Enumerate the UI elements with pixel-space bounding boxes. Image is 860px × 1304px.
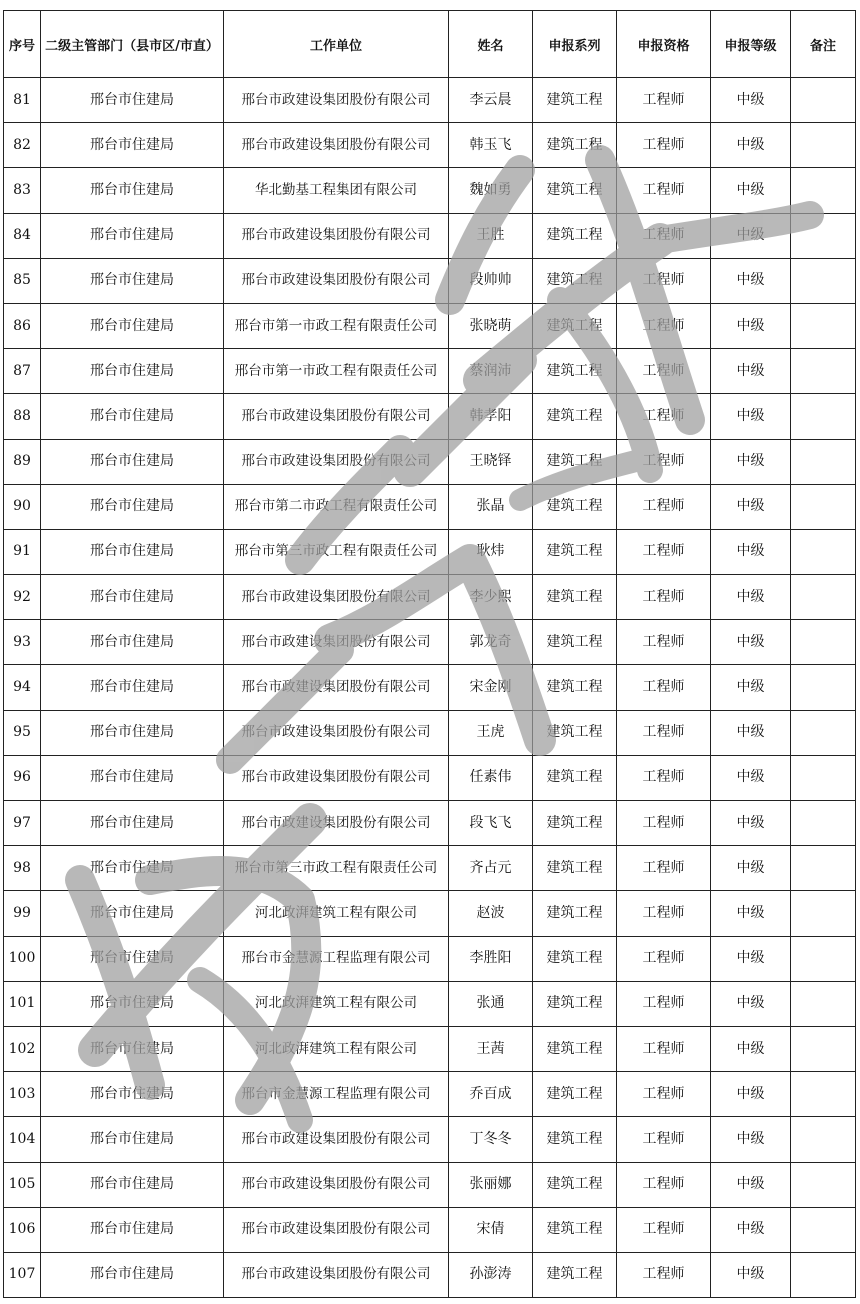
- cell-name: 赵波: [449, 891, 533, 936]
- cell-remarks: [791, 213, 856, 258]
- col-header-qualification: 申报资格: [617, 11, 711, 78]
- cell-remarks: [791, 303, 856, 348]
- cell-qualification: 工程师: [617, 936, 711, 981]
- cell-level: 中级: [711, 846, 791, 891]
- cell-series: 建筑工程: [533, 258, 617, 303]
- cell-series: 建筑工程: [533, 168, 617, 213]
- cell-qualification: 工程师: [617, 439, 711, 484]
- cell-index: 94: [4, 665, 41, 710]
- cell-index: 101: [4, 981, 41, 1026]
- col-header-department: 二级主管部门（县市区/市直）: [41, 11, 224, 78]
- cell-series: 建筑工程: [533, 891, 617, 936]
- cell-employer: 邢台市政建设集团股份有限公司: [224, 213, 449, 258]
- cell-name: 王虎: [449, 710, 533, 755]
- cell-level: 中级: [711, 575, 791, 620]
- table-row: [4, 1207, 856, 1252]
- cell-employer: 邢台市政建设集团股份有限公司: [224, 439, 449, 484]
- cell-index: 103: [4, 1072, 41, 1117]
- cell-employer: 河北政湃建筑工程有限公司: [224, 891, 449, 936]
- cell-department: 邢台市住建局: [41, 484, 224, 529]
- cell-index: 97: [4, 801, 41, 846]
- cell-level: 中级: [711, 258, 791, 303]
- cell-series: 建筑工程: [533, 755, 617, 800]
- table-row: [4, 1117, 856, 1162]
- cell-level: 中级: [711, 1207, 791, 1252]
- cell-department: 邢台市住建局: [41, 665, 224, 710]
- cell-remarks: [791, 78, 856, 123]
- cell-level: 中级: [711, 1117, 791, 1162]
- cell-department: 邢台市住建局: [41, 123, 224, 168]
- cell-department: 邢台市住建局: [41, 1252, 224, 1297]
- cell-series: 建筑工程: [533, 710, 617, 755]
- cell-qualification: 工程师: [617, 1162, 711, 1207]
- cell-index: 92: [4, 575, 41, 620]
- cell-index: 105: [4, 1162, 41, 1207]
- cell-qualification: 工程师: [617, 168, 711, 213]
- cell-remarks: [791, 575, 856, 620]
- cell-department: 邢台市住建局: [41, 710, 224, 755]
- cell-index: 88: [4, 394, 41, 439]
- cell-employer: 邢台市第三市政工程有限责任公司: [224, 529, 449, 574]
- cell-name: 郭龙奇: [449, 620, 533, 665]
- cell-index: 98: [4, 846, 41, 891]
- cell-employer: 邢台市政建设集团股份有限公司: [224, 1252, 449, 1297]
- cell-remarks: [791, 755, 856, 800]
- cell-employer: 河北政湃建筑工程有限公司: [224, 1026, 449, 1071]
- table-row: [4, 258, 856, 303]
- cell-qualification: 工程师: [617, 665, 711, 710]
- cell-department: 邢台市住建局: [41, 303, 224, 348]
- cell-series: 建筑工程: [533, 1252, 617, 1297]
- cell-remarks: [791, 710, 856, 755]
- cell-level: 中级: [711, 665, 791, 710]
- cell-department: 邢台市住建局: [41, 168, 224, 213]
- cell-employer: 邢台市政建设集团股份有限公司: [224, 394, 449, 439]
- cell-department: 邢台市住建局: [41, 891, 224, 936]
- cell-department: 邢台市住建局: [41, 213, 224, 258]
- cell-remarks: [791, 1026, 856, 1071]
- cell-remarks: [791, 936, 856, 981]
- cell-remarks: [791, 394, 856, 439]
- cell-index: 81: [4, 78, 41, 123]
- cell-series: 建筑工程: [533, 981, 617, 1026]
- cell-level: 中级: [711, 123, 791, 168]
- cell-qualification: 工程师: [617, 78, 711, 123]
- col-header-index: 序号: [4, 11, 41, 78]
- cell-employer: 邢台市金慧源工程监理有限公司: [224, 1072, 449, 1117]
- cell-level: 中级: [711, 484, 791, 529]
- cell-index: 106: [4, 1207, 41, 1252]
- cell-department: 邢台市住建局: [41, 1207, 224, 1252]
- cell-employer: 邢台市政建设集团股份有限公司: [224, 78, 449, 123]
- cell-level: 中级: [711, 801, 791, 846]
- cell-index: 96: [4, 755, 41, 800]
- cell-name: 蔡润沛: [449, 349, 533, 394]
- cell-qualification: 工程师: [617, 258, 711, 303]
- cell-remarks: [791, 620, 856, 665]
- cell-level: 中级: [711, 394, 791, 439]
- cell-employer: 邢台市政建设集团股份有限公司: [224, 801, 449, 846]
- cell-series: 建筑工程: [533, 213, 617, 258]
- cell-series: 建筑工程: [533, 620, 617, 665]
- cell-employer: 邢台市政建设集团股份有限公司: [224, 755, 449, 800]
- table-row: [4, 123, 856, 168]
- cell-remarks: [791, 801, 856, 846]
- cell-employer: 邢台市政建设集团股份有限公司: [224, 1162, 449, 1207]
- cell-qualification: 工程师: [617, 1026, 711, 1071]
- cell-level: 中级: [711, 1252, 791, 1297]
- cell-name: 宋金刚: [449, 665, 533, 710]
- cell-department: 邢台市住建局: [41, 394, 224, 439]
- cell-qualification: 工程师: [617, 123, 711, 168]
- cell-qualification: 工程师: [617, 981, 711, 1026]
- table-row: [4, 1162, 856, 1207]
- cell-index: 104: [4, 1117, 41, 1162]
- cell-employer: 邢台市第三市政工程有限责任公司: [224, 846, 449, 891]
- cell-index: 82: [4, 123, 41, 168]
- cell-department: 邢台市住建局: [41, 620, 224, 665]
- cell-index: 100: [4, 936, 41, 981]
- cell-department: 邢台市住建局: [41, 529, 224, 574]
- cell-department: 邢台市住建局: [41, 258, 224, 303]
- cell-qualification: 工程师: [617, 801, 711, 846]
- cell-name: 李云晨: [449, 78, 533, 123]
- cell-name: 张晶: [449, 484, 533, 529]
- table-row: [4, 78, 856, 123]
- cell-qualification: 工程师: [617, 394, 711, 439]
- table-row: [4, 801, 856, 846]
- cell-level: 中级: [711, 1162, 791, 1207]
- table-row: [4, 710, 856, 755]
- cell-series: 建筑工程: [533, 846, 617, 891]
- table-row: [4, 213, 856, 258]
- cell-qualification: 工程师: [617, 349, 711, 394]
- col-header-name: 姓名: [449, 11, 533, 78]
- cell-remarks: [791, 665, 856, 710]
- cell-qualification: 工程师: [617, 213, 711, 258]
- cell-name: 王茜: [449, 1026, 533, 1071]
- cell-series: 建筑工程: [533, 78, 617, 123]
- cell-employer: 邢台市政建设集团股份有限公司: [224, 710, 449, 755]
- cell-index: 89: [4, 439, 41, 484]
- cell-name: 齐占元: [449, 846, 533, 891]
- cell-name: 段飞飞: [449, 801, 533, 846]
- table-row: [4, 981, 856, 1026]
- cell-employer: 邢台市金慧源工程监理有限公司: [224, 936, 449, 981]
- cell-remarks: [791, 1072, 856, 1117]
- cell-index: 90: [4, 484, 41, 529]
- cell-name: 王晓铎: [449, 439, 533, 484]
- table-row: [4, 168, 856, 213]
- cell-series: 建筑工程: [533, 484, 617, 529]
- cell-series: 建筑工程: [533, 1026, 617, 1071]
- cell-index: 93: [4, 620, 41, 665]
- cell-remarks: [791, 258, 856, 303]
- cell-qualification: 工程师: [617, 891, 711, 936]
- cell-series: 建筑工程: [533, 529, 617, 574]
- cell-level: 中级: [711, 1072, 791, 1117]
- cell-name: 张丽娜: [449, 1162, 533, 1207]
- cell-qualification: 工程师: [617, 755, 711, 800]
- cell-series: 建筑工程: [533, 303, 617, 348]
- cell-series: 建筑工程: [533, 801, 617, 846]
- cell-remarks: [791, 846, 856, 891]
- col-header-series: 申报系列: [533, 11, 617, 78]
- cell-remarks: [791, 891, 856, 936]
- cell-qualification: 工程师: [617, 1072, 711, 1117]
- cell-name: 孙澎涛: [449, 1252, 533, 1297]
- cell-level: 中级: [711, 755, 791, 800]
- table-row: [4, 484, 856, 529]
- cell-index: 86: [4, 303, 41, 348]
- cell-name: 耿炜: [449, 529, 533, 574]
- cell-qualification: 工程师: [617, 529, 711, 574]
- cell-level: 中级: [711, 620, 791, 665]
- cell-series: 建筑工程: [533, 394, 617, 439]
- cell-series: 建筑工程: [533, 349, 617, 394]
- cell-series: 建筑工程: [533, 665, 617, 710]
- table-row: [4, 936, 856, 981]
- cell-qualification: 工程师: [617, 620, 711, 665]
- cell-qualification: 工程师: [617, 303, 711, 348]
- cell-employer: 邢台市政建设集团股份有限公司: [224, 575, 449, 620]
- cell-remarks: [791, 1162, 856, 1207]
- cell-name: 李少熙: [449, 575, 533, 620]
- cell-department: 邢台市住建局: [41, 936, 224, 981]
- cell-qualification: 工程师: [617, 1252, 711, 1297]
- cell-level: 中级: [711, 349, 791, 394]
- table-row: [4, 1072, 856, 1117]
- cell-employer: 邢台市政建设集团股份有限公司: [224, 1117, 449, 1162]
- cell-department: 邢台市住建局: [41, 439, 224, 484]
- cell-department: 邢台市住建局: [41, 1162, 224, 1207]
- table-row: [4, 303, 856, 348]
- cell-department: 邢台市住建局: [41, 801, 224, 846]
- table-row: [4, 620, 856, 665]
- cell-remarks: [791, 439, 856, 484]
- table-row: [4, 349, 856, 394]
- cell-employer: 邢台市政建设集团股份有限公司: [224, 665, 449, 710]
- cell-name: 张通: [449, 981, 533, 1026]
- cell-series: 建筑工程: [533, 123, 617, 168]
- header-row: [4, 11, 856, 78]
- cell-series: 建筑工程: [533, 1207, 617, 1252]
- cell-employer: 邢台市第一市政工程有限责任公司: [224, 303, 449, 348]
- cell-series: 建筑工程: [533, 936, 617, 981]
- col-header-remarks: 备注: [791, 11, 856, 78]
- cell-qualification: 工程师: [617, 1207, 711, 1252]
- cell-qualification: 工程师: [617, 484, 711, 529]
- cell-name: 乔百成: [449, 1072, 533, 1117]
- cell-index: 85: [4, 258, 41, 303]
- cell-department: 邢台市住建局: [41, 1117, 224, 1162]
- cell-remarks: [791, 349, 856, 394]
- cell-name: 丁冬冬: [449, 1117, 533, 1162]
- cell-qualification: 工程师: [617, 846, 711, 891]
- cell-level: 中级: [711, 1026, 791, 1071]
- table-row: [4, 846, 856, 891]
- cell-department: 邢台市住建局: [41, 78, 224, 123]
- cell-remarks: [791, 1252, 856, 1297]
- cell-department: 邢台市住建局: [41, 846, 224, 891]
- cell-name: 任素伟: [449, 755, 533, 800]
- cell-employer: 华北勤基工程集团有限公司: [224, 168, 449, 213]
- cell-level: 中级: [711, 981, 791, 1026]
- cell-remarks: [791, 529, 856, 574]
- table-row: [4, 575, 856, 620]
- cell-department: 邢台市住建局: [41, 981, 224, 1026]
- cell-series: 建筑工程: [533, 1162, 617, 1207]
- table-row: [4, 394, 856, 439]
- cell-index: 95: [4, 710, 41, 755]
- document-sheet: [3, 10, 856, 1298]
- cell-department: 邢台市住建局: [41, 755, 224, 800]
- table-row: [4, 439, 856, 484]
- cell-qualification: 工程师: [617, 575, 711, 620]
- cell-name: 王胜: [449, 213, 533, 258]
- cell-qualification: 工程师: [617, 710, 711, 755]
- cell-level: 中级: [711, 710, 791, 755]
- cell-name: 韩孝阳: [449, 394, 533, 439]
- cell-level: 中级: [711, 213, 791, 258]
- cell-series: 建筑工程: [533, 439, 617, 484]
- cell-level: 中级: [711, 303, 791, 348]
- cell-remarks: [791, 981, 856, 1026]
- cell-index: 83: [4, 168, 41, 213]
- cell-remarks: [791, 1117, 856, 1162]
- cell-employer: 邢台市政建设集团股份有限公司: [224, 1207, 449, 1252]
- cell-name: 魏如勇: [449, 168, 533, 213]
- table-row: [4, 1252, 856, 1297]
- cell-series: 建筑工程: [533, 1117, 617, 1162]
- cell-name: 宋倩: [449, 1207, 533, 1252]
- cell-employer: 邢台市第一市政工程有限责任公司: [224, 349, 449, 394]
- cell-employer: 邢台市政建设集团股份有限公司: [224, 123, 449, 168]
- table-row: [4, 755, 856, 800]
- cell-level: 中级: [711, 439, 791, 484]
- cell-series: 建筑工程: [533, 1072, 617, 1117]
- col-header-employer: 工作单位: [224, 11, 449, 78]
- cell-remarks: [791, 123, 856, 168]
- cell-index: 99: [4, 891, 41, 936]
- cell-department: 邢台市住建局: [41, 575, 224, 620]
- table-row: [4, 665, 856, 710]
- cell-index: 84: [4, 213, 41, 258]
- cell-index: 87: [4, 349, 41, 394]
- cell-level: 中级: [711, 891, 791, 936]
- cell-employer: 邢台市第二市政工程有限责任公司: [224, 484, 449, 529]
- cell-department: 邢台市住建局: [41, 1072, 224, 1117]
- cell-department: 邢台市住建局: [41, 1026, 224, 1071]
- applicant-table: [3, 10, 856, 1298]
- cell-level: 中级: [711, 168, 791, 213]
- cell-index: 102: [4, 1026, 41, 1071]
- cell-employer: 邢台市政建设集团股份有限公司: [224, 620, 449, 665]
- cell-qualification: 工程师: [617, 1117, 711, 1162]
- cell-level: 中级: [711, 936, 791, 981]
- cell-name: 段帅帅: [449, 258, 533, 303]
- cell-remarks: [791, 1207, 856, 1252]
- cell-series: 建筑工程: [533, 575, 617, 620]
- table-body: [4, 78, 856, 1298]
- cell-name: 张晓萌: [449, 303, 533, 348]
- table-row: [4, 891, 856, 936]
- table-row: [4, 1026, 856, 1071]
- cell-remarks: [791, 168, 856, 213]
- col-header-level: 申报等级: [711, 11, 791, 78]
- cell-index: 107: [4, 1252, 41, 1297]
- cell-name: 韩玉飞: [449, 123, 533, 168]
- cell-employer: 邢台市政建设集团股份有限公司: [224, 258, 449, 303]
- cell-remarks: [791, 484, 856, 529]
- table-row: [4, 529, 856, 574]
- cell-index: 91: [4, 529, 41, 574]
- cell-level: 中级: [711, 78, 791, 123]
- cell-employer: 河北政湃建筑工程有限公司: [224, 981, 449, 1026]
- cell-department: 邢台市住建局: [41, 349, 224, 394]
- cell-level: 中级: [711, 529, 791, 574]
- cell-name: 李胜阳: [449, 936, 533, 981]
